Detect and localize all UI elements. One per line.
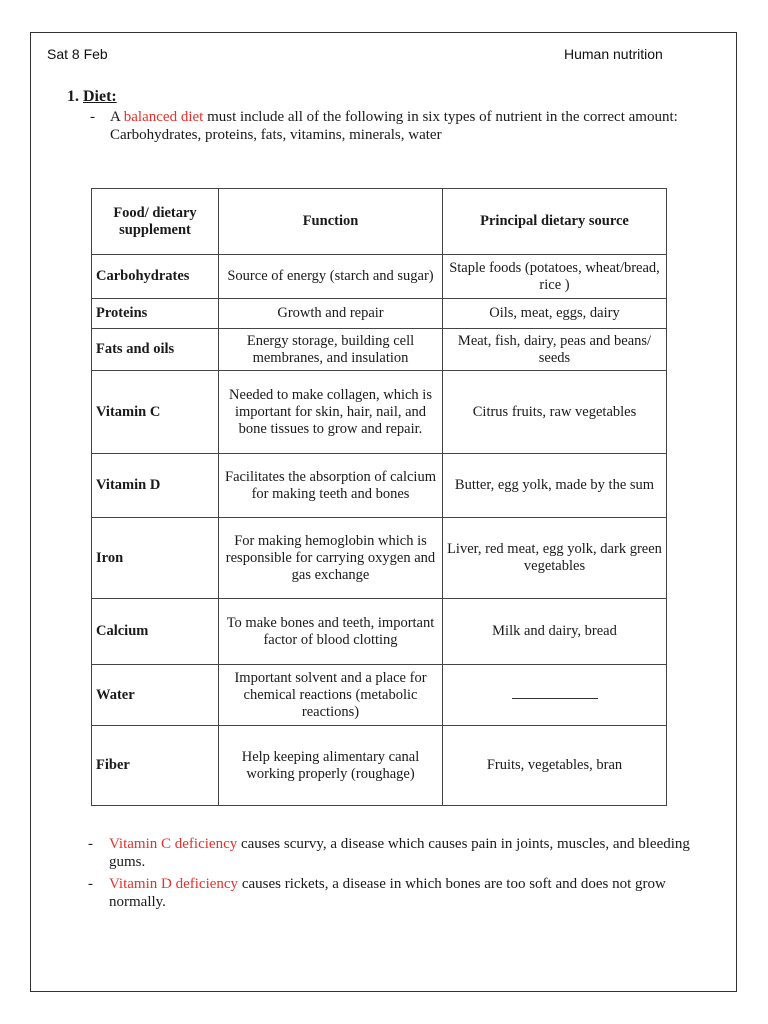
source-cell: Citrus fruits, raw vegetables	[443, 371, 667, 454]
intro-lead: A	[110, 109, 124, 125]
function-cell: To make bones and teeth, important factor of blood clotting	[219, 599, 443, 665]
function-cell: Important solvent and a place for chemical reactions (metabolic reactions)	[219, 665, 443, 726]
bullet-dash: -	[88, 836, 93, 852]
deficiency-highlight: Vitamin D deficiency	[109, 876, 239, 892]
list-item	[88, 835, 708, 871]
table-row	[92, 299, 667, 329]
function-cell: For making hemoglobin which is responsible for carrying oxygen and gas exchange	[219, 518, 443, 599]
source-cell: Oils, meat, eggs, dairy	[443, 299, 667, 329]
section-title: Diet:	[83, 88, 117, 105]
function-cell: Growth and repair	[219, 299, 443, 329]
intro-text	[110, 108, 720, 126]
section-heading	[67, 88, 117, 106]
nutrient-list: Carbohydrates, proteins, fats, vitamins, minerals, water	[110, 127, 442, 143]
nutrition-table	[91, 188, 667, 806]
source-cell	[443, 665, 667, 726]
food-cell: Carbohydrates	[92, 255, 219, 299]
table-row	[92, 726, 667, 806]
table-row	[92, 255, 667, 299]
balanced-diet-highlight: balanced diet	[123, 109, 204, 125]
page-topic: Human nutrition	[564, 46, 663, 62]
food-cell: Fiber	[92, 726, 219, 806]
table-row	[92, 371, 667, 454]
source-cell: Liver, red meat, egg yolk, dark green vegetables	[443, 518, 667, 599]
section-number: 1.	[67, 88, 79, 105]
page-date: Sat 8 Feb	[47, 46, 108, 62]
header-function: Function	[219, 189, 443, 255]
table-row	[92, 454, 667, 518]
list-item	[88, 875, 708, 911]
function-cell: Energy storage, building cell membranes, and insulation	[219, 329, 443, 371]
table-header-row	[92, 189, 667, 255]
table-row	[92, 518, 667, 599]
source-cell: Staple foods (potatoes, wheat/bread, rice )	[443, 255, 667, 299]
intro-rest: must include all of the following in six types of nutrient in the correct amount:	[203, 109, 678, 125]
food-cell: Water	[92, 665, 219, 726]
food-cell: Vitamin D	[92, 454, 219, 518]
blank-answer-line	[512, 688, 598, 699]
source-cell: Butter, egg yolk, made by the sum	[443, 454, 667, 518]
food-cell: Proteins	[92, 299, 219, 329]
food-cell: Fats and oils	[92, 329, 219, 371]
source-cell: Meat, fish, dairy, peas and beans/ seeds	[443, 329, 667, 371]
intro-bullet	[90, 108, 720, 144]
table-row	[92, 665, 667, 726]
table-row	[92, 599, 667, 665]
deficiency-highlight: Vitamin C deficiency	[109, 836, 238, 852]
function-cell: Facilitates the absorption of calcium for making teeth and bones	[219, 454, 443, 518]
bullet-dash: -	[90, 109, 95, 125]
note-text: causes rickets, a disease in which bones are too soft and does not grow normally.	[109, 876, 666, 910]
header-source: Principal dietary source	[443, 189, 667, 255]
bullet-dash: -	[88, 876, 93, 892]
function-cell: Help keeping alimentary canal working properly (roughage)	[219, 726, 443, 806]
food-cell: Calcium	[92, 599, 219, 665]
header-food: Food/ dietary supplement	[92, 189, 219, 255]
note-text: causes scurvy, a disease which causes pain in joints, muscles, and bleeding gums.	[109, 836, 690, 870]
source-cell: Milk and dairy, bread	[443, 599, 667, 665]
deficiency-notes	[88, 835, 708, 915]
food-cell: Vitamin C	[92, 371, 219, 454]
function-cell: Needed to make collagen, which is important for skin, hair, nail, and bone tissues to grow and repair.	[219, 371, 443, 454]
source-cell: Fruits, vegetables, bran	[443, 726, 667, 806]
function-cell: Source of energy (starch and sugar)	[219, 255, 443, 299]
food-cell: Iron	[92, 518, 219, 599]
table-row	[92, 329, 667, 371]
